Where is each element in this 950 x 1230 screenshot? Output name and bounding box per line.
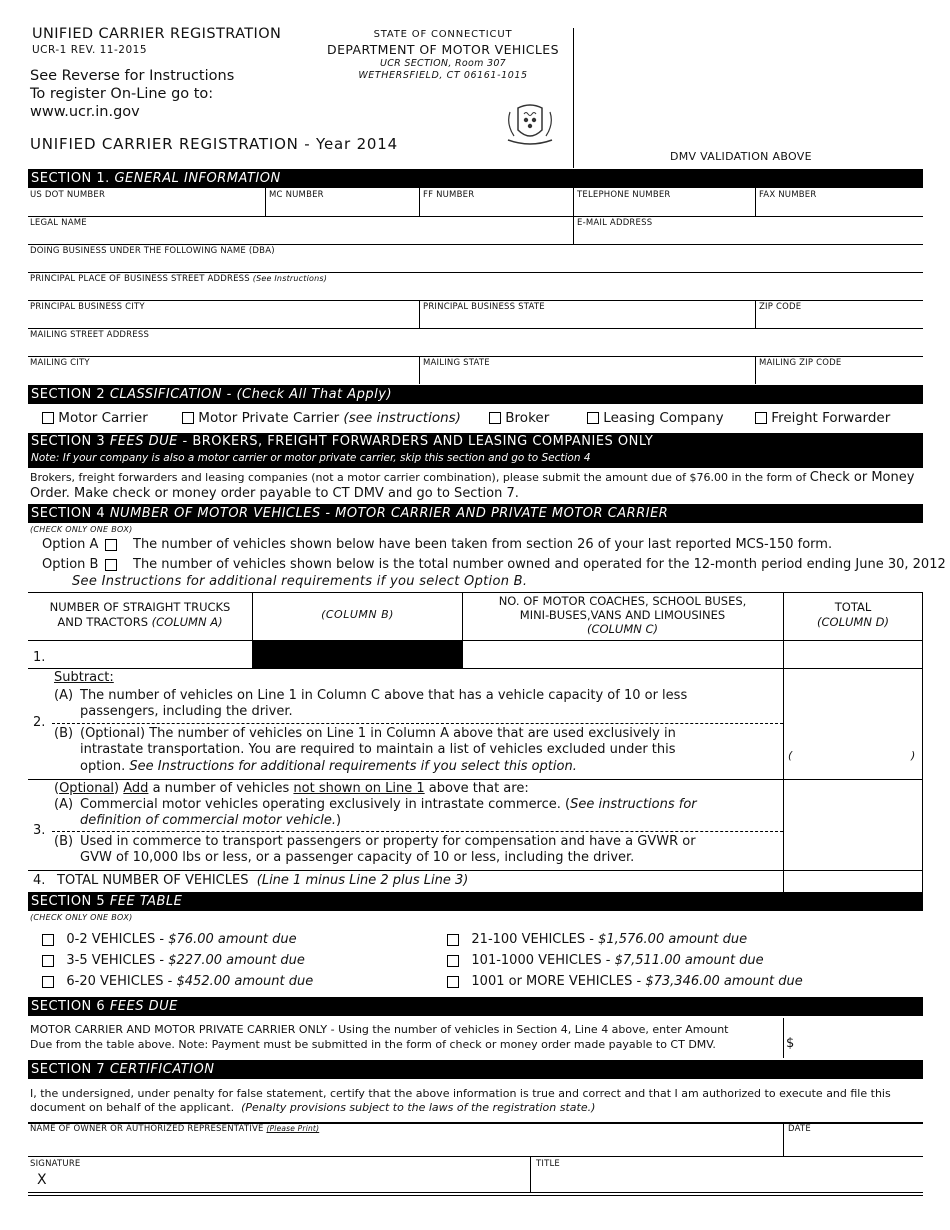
ff-number-label: FF NUMBER [423,190,475,200]
section3-header: SECTION 3 FEES DUE - BROKERS, FREIGHT FORWARDERS AND LEASING COMPANIES ONLY Note: If your company is also a motor carrier or motor private carrier, skip this section and go to Section 4 [28,433,923,468]
department-name: DEPARTMENT OF MOTOR VEHICLES [327,42,559,57]
mailing-city-label: MAILING CITY [30,358,90,368]
line3a-text-2: definition of commercial motor vehicle.) [80,813,342,828]
line2b-tag: (B) [54,726,74,741]
section3-body-line2: Order. Make check or money order payable to CT DMV and go to Section 7. [30,486,519,501]
line2b-text-1: (Optional) The number of vehicles on Line 1 in Column A above that are used exclusively in [80,726,676,741]
checkbox[interactable] [42,955,54,967]
dmv-validation-label: DMV VALIDATION ABOVE [670,150,812,163]
option-b-label: Option B [42,557,99,572]
line4-number: 4. [33,873,46,888]
owner-name-field[interactable] [30,1134,778,1154]
section6-header: SECTION 6 FEES DUE [28,997,923,1016]
fax-label: FAX NUMBER [759,190,817,200]
fee-21-100[interactable]: 21-100 VEHICLES - $1,576.00 amount due [447,932,747,947]
fee-6-20[interactable]: 6-20 VEHICLES - $452.00 amount due [42,974,313,989]
mailing-zip-field[interactable] [759,368,919,384]
section5-check-one: (CHECK ONLY ONE BOX) [30,913,133,922]
column-b-header: (COLUMN B) [321,608,394,621]
certification-text-1: I, the undersigned, under penalty for false statement, certify that the above information is true and correct and that I am authorized to execute and file this [30,1087,891,1100]
mailing-city-field[interactable] [30,368,415,384]
fees-due-dollar-sign: $ [786,1036,795,1051]
certification-text-2: document on behalf of the applicant. (Penalty provisions subject to the laws of the registration state.) [30,1101,596,1114]
section3-body-line1: Brokers, freight forwarders and leasing companies (not a motor carrier combination), please submit the amount due of $76.00 in the form of Check or Money [30,470,915,485]
see-reverse-text: See Reverse for Instructions [30,68,235,84]
telephone-field[interactable] [577,200,749,216]
column-c-header: NO. OF MOTOR COACHES, SCHOOL BUSES, MINI-BUSES,VANS AND LIMOUSINES (COLUMN C) [498,594,747,636]
zip-label: ZIP CODE [759,302,802,312]
signature-x-mark: X [37,1172,47,1188]
line3b-text-2: GVW of 10,000 lbs or less, or a passenger capacity of 10 or less, including the driver. [80,850,635,865]
mc-number-field[interactable] [269,200,414,216]
fees-due-amount-field[interactable] [800,1030,918,1054]
mc-number-label: MC NUMBER [269,190,324,200]
fee-0-2[interactable]: 0-2 VEHICLES - $76.00 amount due [42,932,297,947]
line2a-text-1: The number of vehicles on Line 1 in Column C above that has a vehicle capacity of 10 or less [80,688,688,703]
legal-name-field[interactable] [30,228,568,244]
line4-text: TOTAL NUMBER OF VEHICLES (Line 1 minus Line 2 plus Line 3) [57,873,469,888]
dba-field[interactable] [30,256,918,272]
option-b-checkbox[interactable] [105,559,117,571]
principal-address-label: PRINCIPAL PLACE OF BUSINESS STREET ADDRESS (See Instructions) [30,274,328,284]
column-a-header: NUMBER OF STRAIGHT TRUCKS AND TRACTORS (COLUMN A) [49,600,231,629]
form-id: UCR-1 REV. 11-2015 [32,44,147,56]
legal-name-label: LEGAL NAME [30,218,87,228]
section5-header: SECTION 5 FEE TABLE [28,892,923,911]
line3b-tag: (B) [54,834,74,849]
us-dot-label: US DOT NUMBER [30,190,106,200]
checkbox[interactable] [587,412,599,424]
mailing-state-label: MAILING STATE [423,358,490,368]
checkbox[interactable] [755,412,767,424]
classification-freight-forwarder[interactable]: Freight Forwarder [755,410,890,426]
section2-header: SECTION 2 CLASSIFICATION - (Check All That Apply) [28,385,923,404]
line3-intro: (Optional) Add a number of vehicles not shown on Line 1 above that are: [54,781,529,796]
signature-field[interactable] [55,1170,525,1190]
principal-address-field[interactable] [30,284,918,300]
line3a-text-1: Commercial motor vehicles operating exclusively in intrastate commerce. (See instructions for [80,797,697,812]
principal-state-label: PRINCIPAL BUSINESS STATE [423,302,545,312]
telephone-label: TELEPHONE NUMBER [577,190,671,200]
section-room: UCR SECTION, Room 307 [379,58,507,69]
line2-number: 2. [33,715,46,730]
connecticut-seal-icon [500,100,560,148]
line2-close-paren: ) [911,749,916,762]
fee-1001-more[interactable]: 1001 or MORE VEHICLES - $73,346.00 amount due [447,974,803,989]
email-field[interactable] [577,228,917,244]
zip-field[interactable] [759,312,919,328]
column-d-header: TOTAL (COLUMN D) [817,600,889,629]
validation-divider [573,28,574,168]
option-a-label: Option A [42,537,99,552]
principal-city-field[interactable] [30,312,415,328]
line1-number: 1. [33,650,46,665]
principal-state-field[interactable] [423,312,751,328]
line3b-text-1: Used in commerce to transport passengers or property for compensation and have a GVWR or [80,834,696,849]
mailing-address-label: MAILING STREET ADDRESS [30,330,150,340]
year-title: UNIFIED CARRIER REGISTRATION - Year 2014 [30,135,398,153]
checkbox[interactable] [42,976,54,988]
checkbox[interactable] [42,934,54,946]
dba-label: DOING BUSINESS UNDER THE FOLLOWING NAME (DBA) [30,246,275,256]
option-note: See Instructions for additional requirements if you select Option B. [72,574,528,589]
line3a-tag: (A) [54,797,74,812]
owner-name-label: NAME OF OWNER OR AUTHORIZED REPRESENTATIVE (Please Print) [30,1124,320,1134]
mailing-address-field[interactable] [30,340,918,356]
checkbox[interactable] [489,412,501,424]
checkbox[interactable] [182,412,194,424]
checkbox[interactable] [447,976,459,988]
line2a-tag: (A) [54,688,74,703]
checkbox[interactable] [447,934,459,946]
checkbox[interactable] [42,412,54,424]
date-field[interactable] [788,1134,918,1154]
register-online-text: To register On-Line go to: [30,86,214,102]
line3-total-field[interactable] [787,783,918,867]
option-a-checkbox[interactable] [105,539,117,551]
line2a-text-2: passengers, including the driver. [80,704,293,719]
section1-header: SECTION 1. GENERAL INFORMATION [28,169,923,188]
line2-open-paren: ( [788,749,793,762]
email-label: E-MAIL ADDRESS [577,218,653,228]
checkbox[interactable] [447,955,459,967]
state-name: STATE OF CONNECTICUT [373,29,513,40]
mailing-state-field[interactable] [423,368,751,384]
section4-header: SECTION 4 NUMBER OF MOTOR VEHICLES - MOTOR CARRIER AND PRIVATE MOTOR CARRIER [28,504,923,523]
section7-header: SECTION 7 CERTIFICATION [28,1060,923,1079]
line2-total-field[interactable] [787,672,918,776]
line1-column-c-field[interactable] [466,644,779,666]
fax-field[interactable] [759,200,919,216]
classification-broker[interactable]: Broker [489,410,549,426]
line2b-text-2: intrastate transportation. You are required to maintain a list of vehicles excluded under this [80,742,676,757]
option-b-text: The number of vehicles shown below is the total number owned and operated for the 12-month period ending June 30, 2012 [133,557,946,572]
city-zip: WETHERSFIELD, CT 06161-1015 [358,70,528,81]
line4-total-field[interactable] [787,872,918,890]
ff-number-field[interactable] [423,200,568,216]
ucr-url-link[interactable]: www.ucr.in.gov [30,104,140,120]
classification-leasing-company[interactable]: Leasing Company [587,410,724,426]
fee-3-5[interactable]: 3-5 VEHICLES - $227.00 amount due [42,953,305,968]
line2b-text-3: option. See Instructions for additional requirements if you select this option. [80,759,577,774]
section3-note: Note: If your company is also a motor carrier or motor private carrier, skip this section and go to Section 4 [31,452,591,464]
title-field[interactable] [536,1170,918,1190]
signature-label: SIGNATURE [30,1159,81,1169]
section4-check-one: (CHECK ONLY ONE BOX) [30,525,133,534]
section6-text-1: MOTOR CARRIER AND MOTOR PRIVATE CARRIER ONLY - Using the number of vehicles in Section 4, Line 4 above, enter Amount [30,1023,729,1036]
us-dot-field[interactable] [30,200,260,216]
option-a-text: The number of vehicles shown below have been taken from section 26 of your last reported MCS-150 form. [133,537,833,552]
mailing-zip-label: MAILING ZIP CODE [759,358,842,368]
fee-101-1000[interactable]: 101-1000 VEHICLES - $7,511.00 amount due [447,953,764,968]
title-label: TITLE [536,1159,560,1169]
subtract-label: Subtract: [54,670,114,685]
form-title: UNIFIED CARRIER REGISTRATION [32,26,282,42]
line3-number: 3. [33,823,46,838]
classification-motor-private-carrier[interactable]: Motor Private Carrier (see instructions) [182,410,461,426]
section6-text-2: Due from the table above. Note: Payment must be submitted in the form of check or money order made payable to CT DMV. [30,1038,716,1051]
line1-column-a-field[interactable] [60,644,248,666]
line1-column-b-blackout [252,640,462,668]
line1-total-field[interactable] [787,644,918,666]
principal-city-label: PRINCIPAL BUSINESS CITY [30,302,145,312]
classification-motor-carrier[interactable]: Motor Carrier [42,410,148,426]
date-label: DATE [788,1124,811,1134]
